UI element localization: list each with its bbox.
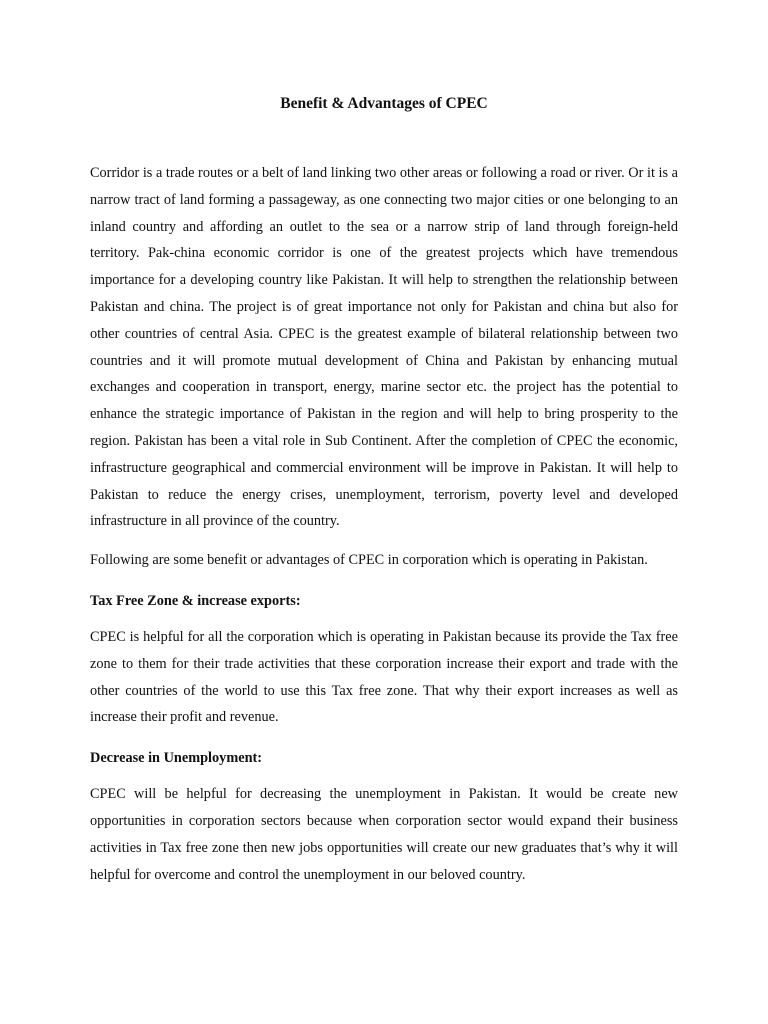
section-heading-tax-free-zone: Tax Free Zone & increase exports: bbox=[90, 592, 301, 609]
intro-paragraph: Corridor is a trade routes or a belt of land linking two other areas or following a road or river. Or it is a narrow tract of land forming a passageway, as one connecting two major cities or one belonging to an inland country and affording an outlet to the sea or a narrow strip of land through foreign-held territory. Pak-china economic corridor is one of the greatest projects which have tremendous importance for a developing country like Pakistan. It will help to strengthen the relationship between Pakistan and china. The project is of great importance not only for Pakistan and china but also for other countries of central Asia. CPEC is the greatest example of bilateral relationship between two countries and it will promote mutual development of China and Pakistan by enhancing mutual exchanges and cooperation in transport, energy, marine sector etc. the project has the potential to enhance the strategic importance of Pakistan in the region and will help to bring prosperity to the region. Pakistan has been a vital role in Sub Continent. After the completion of CPEC the economic, infrastructure geographical and commercial environment will be improve in Pakistan. It will help to Pakistan to reduce the energy crises, unemployment, terrorism, poverty level and developed infrastructure in all province of the country. bbox=[90, 165, 678, 530]
document-page bbox=[90, 92, 678, 888]
following-paragraph: Following are some benefit or advantages of CPEC in corporation which is operating in Pakistan. bbox=[90, 552, 648, 569]
page-title: Benefit & Advantages of CPEC bbox=[280, 95, 488, 112]
section-heading-unemployment: Decrease in Unemployment: bbox=[90, 750, 263, 767]
section-body-unemployment: CPEC will be helpful for decreasing the unemployment in Pakistan. It would be create new opportunities in corporation sectors because when corporation sector would expand their business activities in Tax free zone then new jobs opportunities will create our new graduates that’s why it will helpful for overcome and control the unemployment in our beloved country. bbox=[90, 786, 678, 883]
section-body-tax-free-zone: CPEC is helpful for all the corporation which is operating in Pakistan because its provide the Tax free zone to them for their trade activities that these corporation increase their export and trade with the other countries of the world to use this Tax free zone. That why their export increases as well as increase their profit and revenue. bbox=[90, 628, 678, 726]
